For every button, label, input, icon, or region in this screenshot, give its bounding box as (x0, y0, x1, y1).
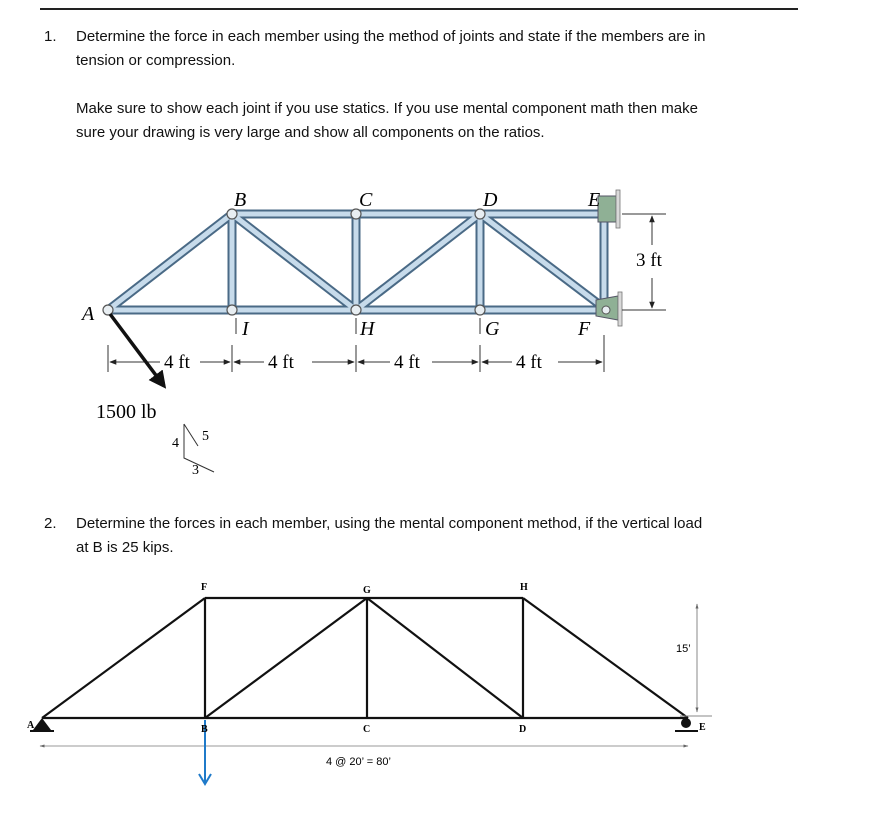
truss1-members (108, 214, 606, 310)
problem1-text-line1: Determine the force in each member using the method of joints and state if the members are in (76, 28, 706, 45)
slope-b: 3 (192, 463, 199, 478)
span-label: 4 @ 20’ = 80’ (326, 756, 391, 768)
label-D: D (483, 189, 498, 211)
problem1-note-line2: sure your drawing is very large and show all components on the ratios. (76, 124, 545, 141)
problem1-text-line2: tension or compression. (76, 52, 236, 69)
problem1-note-line1: Make sure to show each joint if you use statics. If you use mental component math then make (76, 100, 698, 117)
problem2-number: 2. (44, 515, 57, 532)
slope-a: 4 (172, 436, 179, 451)
label-C: C (359, 189, 373, 211)
dim-1: 4 ft (164, 352, 190, 373)
slope-triangle (184, 424, 214, 472)
support-A (33, 718, 51, 730)
problem2-text-line2: at B is 25 kips. (76, 539, 174, 556)
label-E: E (588, 189, 601, 211)
truss-figure-2 (0, 560, 869, 815)
slope-c: 5 (202, 429, 209, 444)
label2-F: F (201, 582, 208, 593)
problem1-number: 1. (44, 28, 57, 45)
dim-3: 4 ft (394, 352, 420, 373)
label2-E: E (699, 722, 706, 733)
dim-2: 4 ft (268, 352, 294, 373)
truss2-members (42, 598, 688, 718)
label2-A: A (27, 720, 35, 731)
problem2-text-line1: Determine the forces in each member, using the mental component method, if the vertical load (76, 515, 703, 532)
label-G: G (485, 318, 500, 340)
label-I: I (242, 318, 249, 340)
load-label: 1500 lb (96, 401, 157, 423)
label-F: F (578, 318, 591, 340)
label2-H: H (520, 582, 528, 593)
label-H: H (360, 318, 375, 340)
label2-G: G (363, 585, 371, 596)
label2-C: C (363, 724, 371, 735)
support-E (681, 718, 691, 728)
label2-D: D (519, 724, 527, 735)
load-arrow (110, 314, 164, 386)
height2-label: 15’ (676, 643, 691, 655)
label-B: B (234, 189, 247, 211)
label2-B: B (201, 724, 208, 735)
dim-4: 4 ft (516, 352, 542, 373)
height-label: 3 ft (636, 250, 662, 271)
label-A: A (82, 303, 95, 325)
